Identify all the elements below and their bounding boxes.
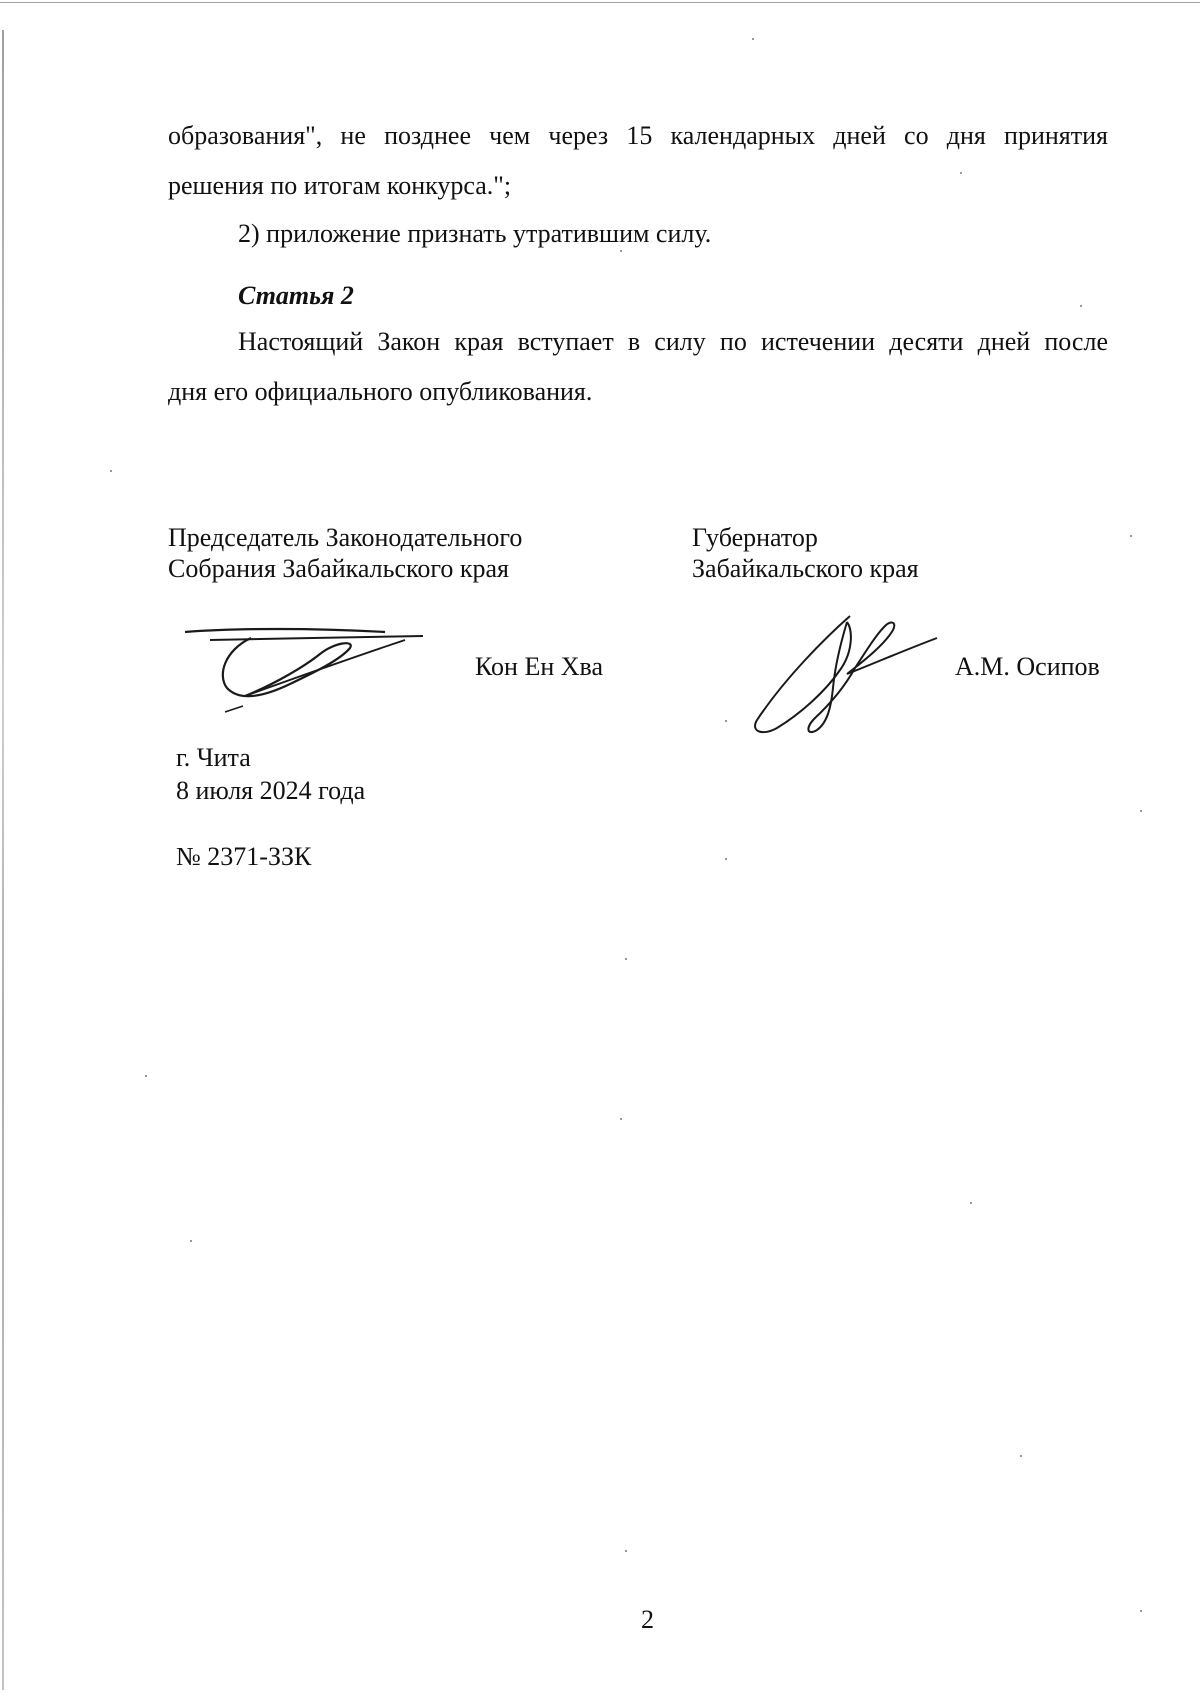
document-date: 8 июля 2024 года — [176, 776, 366, 805]
paragraph-1-line-1: образования", не позднее чем через 15 календарных дней со дня принятия — [168, 121, 1108, 150]
article-line-2: дня его официального опубликования. — [168, 377, 593, 406]
scan-speck — [1140, 810, 1142, 812]
page-number: 2 — [641, 1605, 654, 1634]
paragraph-1-line-2: решения по итогам конкурса."; — [168, 171, 512, 200]
scan-speck — [725, 858, 727, 860]
scan-edge-left — [2, 30, 4, 1690]
scan-speck — [960, 172, 962, 174]
scan-speck — [1130, 535, 1132, 537]
scan-speck — [625, 1550, 627, 1552]
law-number: № 2371-ЗЗК — [176, 842, 312, 871]
article-line-1: Настоящий Закон края вступает в силу по истечении десяти дней после — [238, 327, 1108, 356]
right-signer-name: А.М. Осипов — [955, 652, 1100, 681]
left-signer-title-line-2: Собрания Забайкальского края — [168, 554, 509, 583]
scan-speck — [1080, 305, 1082, 307]
scan-speck — [620, 250, 622, 252]
scan-speck — [1020, 1455, 1022, 1457]
scan-speck — [110, 470, 112, 472]
scan-speck — [620, 1118, 622, 1120]
left-signer-name: Кон Ен Хва — [475, 652, 604, 681]
scan-speck — [625, 958, 627, 960]
city: г. Чита — [176, 743, 251, 772]
left-signer-title-line-1: Председатель Законодательного — [168, 523, 523, 552]
scan-speck — [970, 1202, 972, 1204]
scan-speck — [1140, 1610, 1142, 1612]
article-heading: Статья 2 — [238, 281, 354, 310]
scan-speck — [145, 1075, 147, 1077]
item-2: 2) приложение признать утратившим силу. — [238, 219, 712, 248]
right-signer-title-line-1: Губернатор — [692, 523, 818, 552]
left-handwritten-signature — [165, 620, 435, 720]
right-signer-title-line-2: Забайкальского края — [692, 554, 919, 583]
scan-speck — [190, 1240, 192, 1242]
scan-speck — [725, 720, 727, 722]
scan-speck — [752, 38, 754, 40]
right-handwritten-signature — [745, 608, 945, 743]
scan-edge-top — [0, 2, 1200, 3]
